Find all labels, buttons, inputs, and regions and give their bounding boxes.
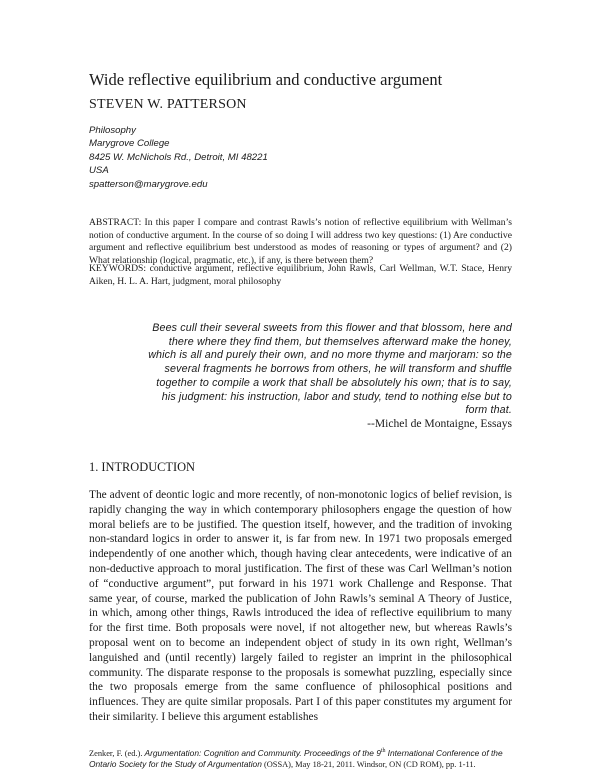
epigraph-quote: Bees cull their several sweets from this flower and that blossom, here and there where they find them, but themselves afterward make the honey, which is all and purely their own, and no more thyme and marjoram: so the several fragments he borrows from others, he will transform and shuffle together to compile a work that shall be absolutely his own; that is to say, his judgment: his instruction, labor and study, tend to nothing else but to form that.: [148, 322, 512, 417]
citation-footer: [89, 746, 512, 770]
footer-details: (OSSA), May 18-21, 2011. Windsor, ON (CD ROM), pp. 1-11.: [263, 760, 476, 770]
paper-title: Wide reflective equilibrium and conductive argument: [89, 70, 443, 89]
abstract: ABSTRACT: In this paper I compare and contrast Rawls’s notion of reflective equilibrium with Wellman’s notion of conductive argument. In the course of so doing I will address two key questions: (1) Are conductive argument and reflective equilibrium best understood as modes of reasoning or types of argument? and (2) What relationship (logical, pragmatic, etc.), if any, is there between them?: [89, 217, 512, 266]
keywords: KEYWORDS: conductive argument, reflective equilibrium, John Rawls, Carl Wellman, W.T. Stace, Henry Aiken, H. L. A. Hart, judgment, moral philosophy: [89, 263, 512, 287]
footer-sup: th: [380, 748, 386, 754]
footer-proceedings-a: Argumentation: Cognition and Community. Proceedings of the 9: [144, 748, 381, 758]
author-affiliation: [89, 124, 268, 191]
section-heading: 1. INTRODUCTION: [89, 460, 195, 474]
affiliation-email: spatterson@marygrove.edu: [89, 178, 208, 190]
affiliation-address: 8425 W. McNichols Rd., Detroit, MI 48221: [89, 151, 268, 163]
affiliation-institution: Marygrove College: [89, 138, 170, 150]
footer-proceedings-c: Ontario Society for the Study of Argumentation: [89, 759, 262, 770]
affiliation-dept: Philosophy: [89, 125, 136, 136]
author-name: STEVEN W. PATTERSON: [89, 97, 247, 112]
footer-editor: Zenker, F. (ed.).: [89, 749, 143, 758]
footer-proceedings-b: International Conference of the: [387, 748, 503, 758]
body-paragraph: The advent of deontic logic and more recently, of non-monotonic logics of belief revision, is rapidly changing the way in which contemporary philosophers engage the question of how moral beliefs are to be justified. The question itself, however, and the tradition of invoking non-standard logics in order to answer it, is far from new. In 1971 two proposals emerged independently of one another which, though having clear antecedents, were indicative of an non-deductive approach to moral justification. The first of these was Carl Wellman’s notion of “conductive argument”, put forward in his 1971 work Challenge and Response. That same year, of course, marked the publication of John Rawls’s seminal A Theory of Justice, in which, among other things, Rawls introduced the idea of reflective equilibrium to many for the first time. Both proposals were novel, if not altogether new, but whereas Rawls’s proposal went on to become an independent object of study in its own right, Wellman’s languished and (until recently) largely failed to register an imprint in the philosophical community. The disparate response to the proposals is somewhat puzzling, especially since the two proposals emerge from the same confluence of philosophical positions and influences. They are quite similar proposals. Part I of this paper constitutes my argument for their similarity. I believe this argument establishes: [89, 489, 512, 723]
epigraph-attribution: --Michel de Montaigne, Essays: [367, 417, 512, 430]
affiliation-country: USA: [89, 165, 109, 177]
